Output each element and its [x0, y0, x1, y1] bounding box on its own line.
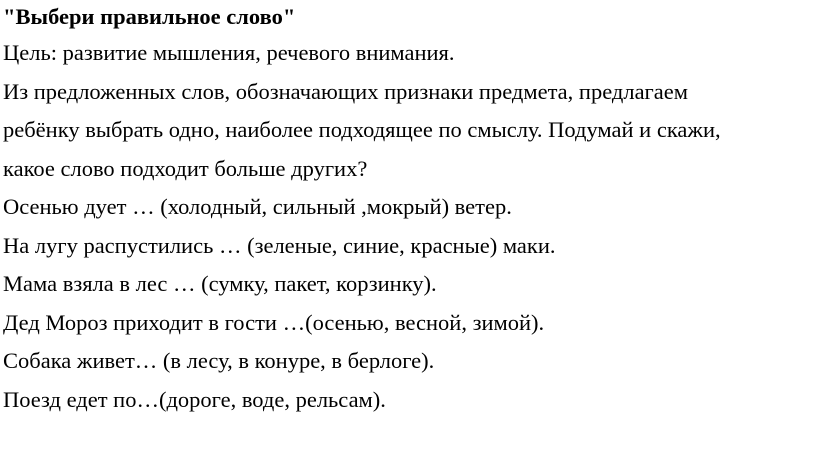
exercise-line-forest: Мама взяла в лес … (сумку, пакет, корзинку). [3, 271, 437, 296]
document-title: "Выбери правильное слово" [3, 4, 296, 29]
instruction-line-1: Из предложенных слов, обозначающих признаки предмета, предлагаем [3, 78, 688, 104]
instruction-line-3: какое слово подходит больше других? [3, 155, 368, 181]
exercise-line-dog: Собака живет… (в лесу, в конуре, в берлоге). [3, 348, 435, 373]
exercise-line-meadow: На лугу распустились … (зеленые, синие, красные) маки. [3, 232, 556, 258]
exercise-line-train: Поезд едет по…(дороге, воде, рельсам). [3, 386, 386, 412]
exercise-line-santa: Дед Мороз приходит в гости …(осенью, весной, зимой). [3, 309, 545, 335]
document-page [3, 0, 813, 419]
instruction-line-2: ребёнку выбрать одно, наиболее подходящее по смыслу. Подумай и скажи, [3, 117, 721, 142]
goal-line: Цель: развитие мышления, речевого внимания. [3, 40, 455, 65]
exercise-line-autumn: Осенью дует … (холодный, сильный ,мокрый) ветер. [3, 194, 512, 219]
